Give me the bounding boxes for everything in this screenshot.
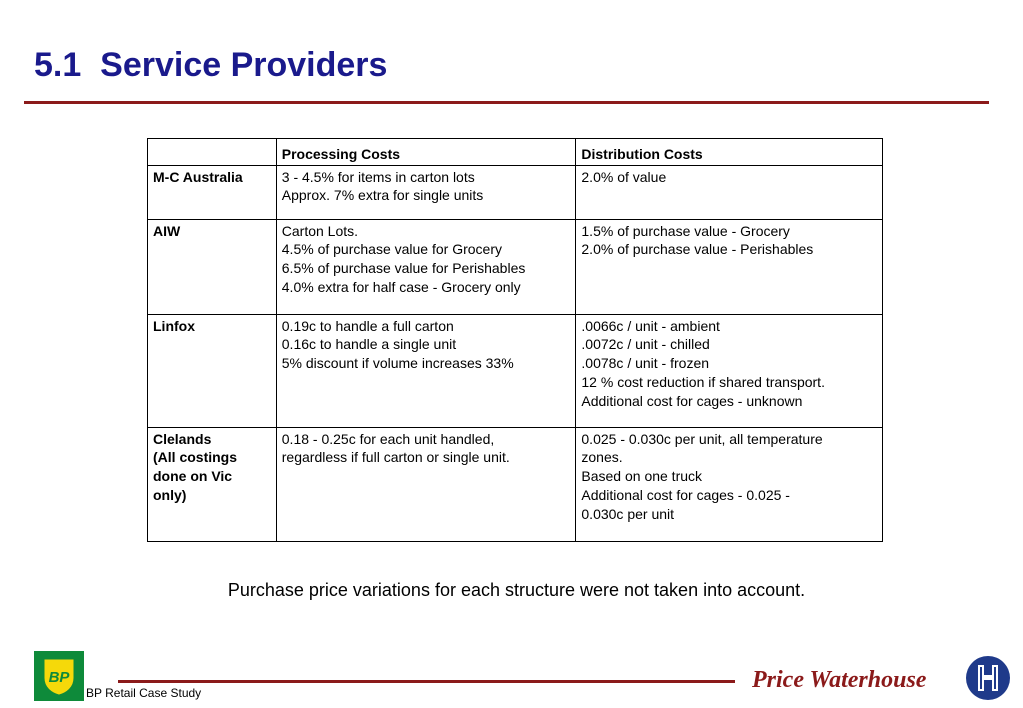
distribution-cost-cell [576,219,883,314]
cell-text-line: 0.16c to handle a single unit [281,336,457,353]
cell-text-line: 0.030c per unit [581,505,675,522]
table-row [148,165,883,219]
cell-text-line: 4.5% of purchase value for Grocery [281,241,502,258]
bp-logo-text: BP [48,669,70,686]
price-waterhouse-emblem-icon [965,655,1011,701]
cell-text-line: Linfox [153,317,195,334]
header-processing-costs: Processing Costs [276,139,576,166]
cell-text-line: 6.5% of purchase value for Perishables [281,260,526,277]
cell-text-line: Carton Lots. [281,222,359,239]
cell-text-line: regardless if full carton or single unit. [281,449,510,466]
cell-text-line: (All costings [153,449,238,466]
cell-text-line: Additional cost for cages - unknown [581,392,803,409]
footnote: Purchase price variations for each structure were not taken into account. [227,580,806,600]
cell-text-line: zones. [581,449,623,466]
case-study-label: BP Retail Case Study [86,686,202,700]
service-providers-table [147,138,883,542]
footer-divider [118,680,735,683]
cell-text-line: Clelands [153,430,212,447]
cell-text-line: AIW [153,222,181,239]
provider-cell [148,427,277,541]
processing-cost-cell [276,219,576,314]
cell-text-line: 0.18 - 0.25c for each unit handled, [281,430,495,447]
cell-text-line: only) [153,486,187,503]
cell-text-line: Based on one truck [581,468,703,485]
processing-cost-cell [276,165,576,219]
title-divider [24,101,989,104]
table-row [148,314,883,427]
cell-text-line: 12 % cost reduction if shared transport. [581,373,825,390]
bp-shield-icon [39,656,79,696]
provider-cell [148,314,277,427]
table-header-row [148,139,883,166]
processing-cost-cell [276,314,576,427]
cell-text-line: .0072c / unit - chilled [581,336,710,353]
page-title: 5.1 Service Providers [34,46,388,84]
distribution-cost-cell [576,427,883,541]
table-row [148,427,883,541]
cell-text-line: 4.0% extra for half case - Grocery only [281,278,521,295]
cell-text-line: 0.19c to handle a full carton [281,317,454,334]
cell-text-line: M-C Australia [153,168,243,185]
cell-text-line: .0078c / unit - frozen [581,355,710,372]
distribution-cost-cell [576,314,883,427]
provider-cell [148,165,277,219]
header-provider [148,139,277,166]
firm-name: Price Waterhouse [752,667,927,693]
cell-text-line: 5% discount if volume increases 33% [281,355,514,372]
cell-text-line: 1.5% of purchase value - Grocery [581,222,790,239]
cell-text-line: Additional cost for cages - 0.025 - [581,486,790,503]
cell-text-line: 3 - 4.5% for items in carton lots [281,168,475,185]
cell-text-line: .0066c / unit - ambient [581,317,720,334]
bp-shield-logo [34,651,84,701]
cell-text-line: done on Vic [153,468,233,485]
provider-cell [148,219,277,314]
processing-cost-cell [276,427,576,541]
distribution-cost-cell [576,165,883,219]
cell-text-line: 0.025 - 0.030c per unit, all temperature [581,430,823,447]
cell-text-line: Approx. 7% extra for single units [281,187,484,204]
header-distribution-costs: Distribution Costs [576,139,883,166]
cell-text-line: 2.0% of purchase value - Perishables [581,241,814,258]
cell-text-line: 2.0% of value [581,168,667,185]
table-row [148,219,883,314]
